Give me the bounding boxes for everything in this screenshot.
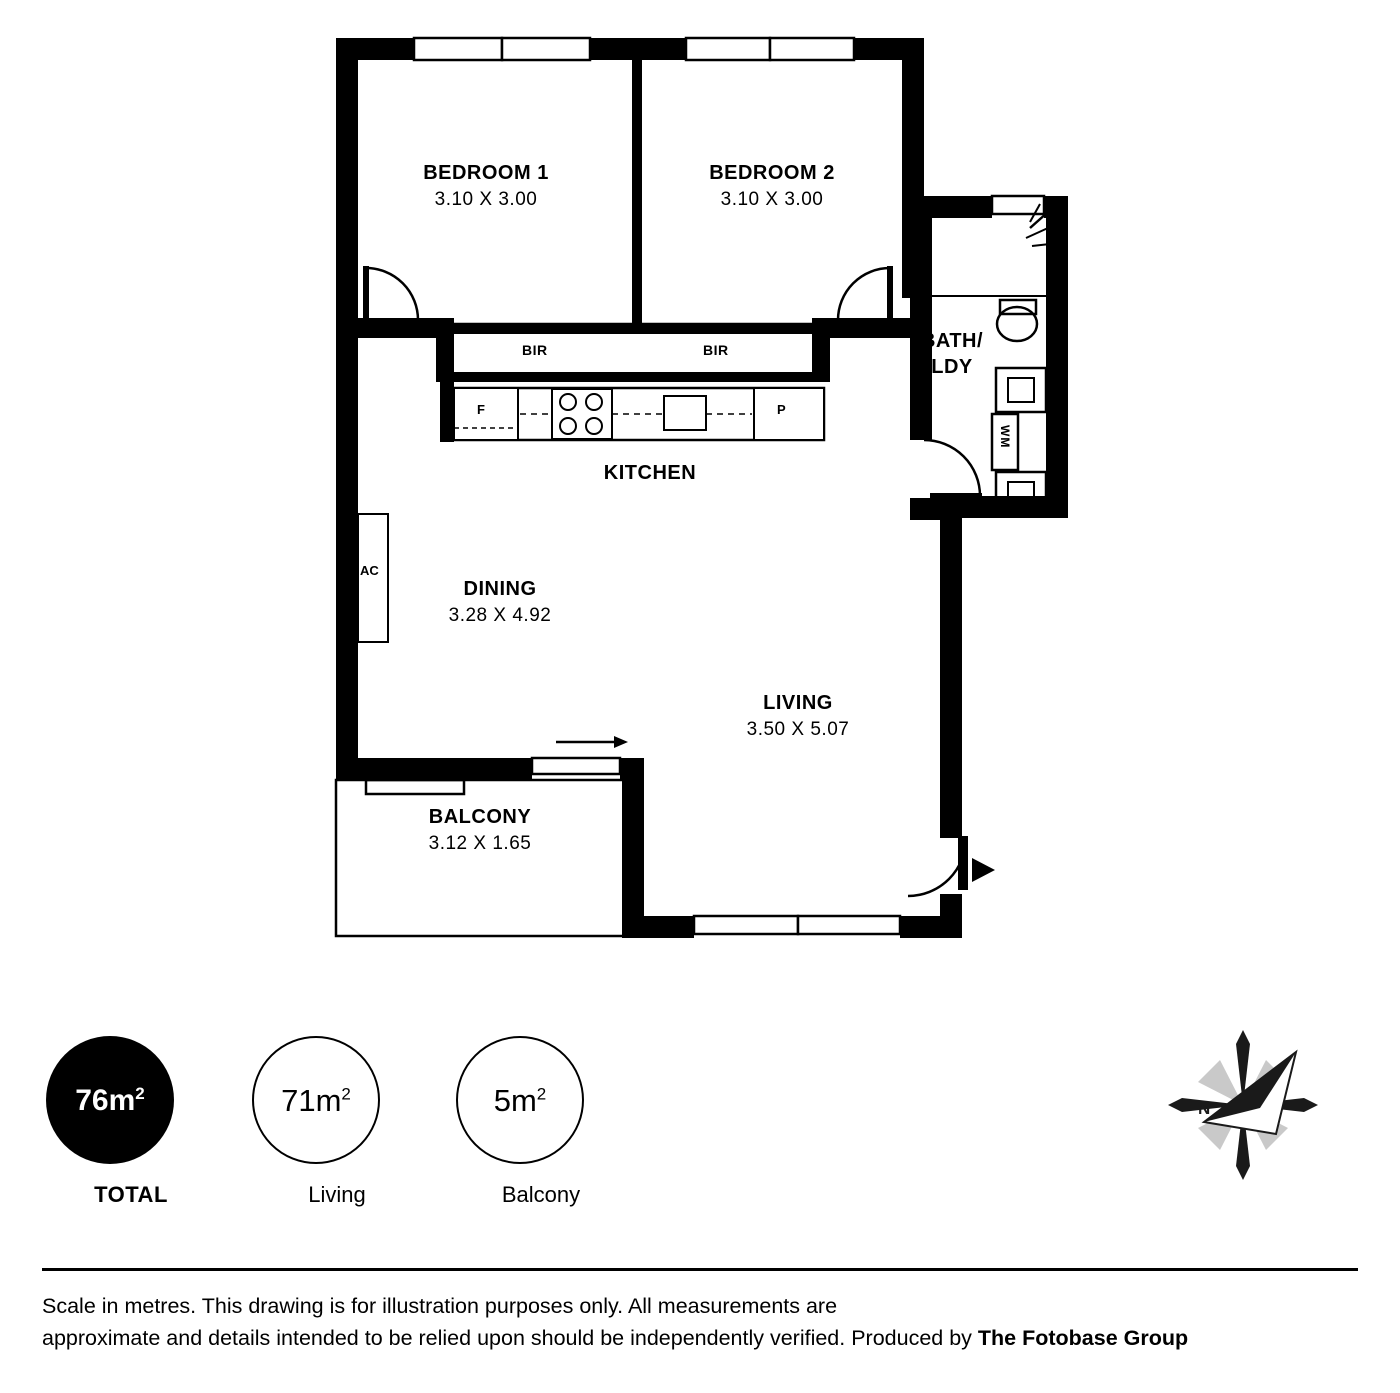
room-label-living — [688, 690, 908, 743]
brand-name: The Fotobase Group — [977, 1326, 1189, 1351]
room-label-bath-ldy — [906, 328, 998, 380]
disclaimer-line-2 — [42, 1322, 1372, 1354]
area-item-balcony — [456, 1036, 626, 1208]
compass-rose-icon — [1168, 1030, 1318, 1180]
area-caption-living: Living — [308, 1182, 366, 1207]
room-dims: 3.28 X 4.92 — [448, 605, 552, 626]
area-item-total — [46, 1036, 216, 1208]
bath-label-line-1: BATH/ — [920, 330, 984, 352]
label-pantry: P — [777, 402, 786, 417]
area-caption-total: TOTAL — [94, 1182, 168, 1207]
room-label-dining — [390, 576, 610, 629]
room-name: BEDROOM 1 — [423, 162, 549, 184]
area-item-living — [252, 1036, 422, 1208]
room-label-bedroom-1 — [376, 160, 596, 213]
disclaimer-line-1: Scale in metres. This drawing is for illustration purposes only. All measurements are — [42, 1294, 838, 1318]
room-label-bedroom-2 — [662, 160, 882, 213]
room-dims: 3.50 X 5.07 — [746, 719, 850, 740]
area-value-living: $71m^2$ — [281, 1082, 351, 1118]
area-circle-balcony — [456, 1036, 584, 1164]
label-fridge: F — [477, 402, 485, 417]
room-name: BEDROOM 2 — [709, 162, 835, 184]
room-name: KITCHEN — [603, 462, 697, 484]
label-bir-right: BIR — [703, 342, 729, 358]
room-label-balcony — [370, 804, 590, 857]
room-label-kitchen — [540, 460, 760, 487]
room-dims: 3.10 X 3.00 — [720, 189, 824, 210]
area-circle-living — [252, 1036, 380, 1164]
room-dims: 3.10 X 3.00 — [434, 189, 538, 210]
room-name: DINING — [463, 578, 537, 600]
label-washing-machine: WM — [998, 425, 1012, 449]
label-air-con: AC — [360, 563, 379, 578]
area-value-total: $76m^2$ — [75, 1083, 145, 1117]
area-value-balcony: $5m^2$ — [493, 1082, 547, 1118]
footer-divider — [42, 1268, 1358, 1271]
kitchen-fixtures-group — [440, 372, 824, 442]
living-fixtures-group — [358, 514, 628, 748]
disclaimer-line-2-text: approximate and details intended to be relied upon should be independently verified. Produced by — [42, 1326, 978, 1351]
compass-north-letter: N — [1198, 1099, 1211, 1118]
room-dims: 3.12 X 1.65 — [428, 833, 532, 854]
area-caption-balcony: Balcony — [501, 1182, 581, 1207]
area-circle-total — [46, 1036, 174, 1164]
label-bir-left: BIR — [522, 342, 548, 358]
bath-label-line-2: LDY — [931, 356, 973, 378]
room-name: BALCONY — [428, 806, 532, 828]
room-name: LIVING — [763, 692, 833, 714]
disclaimer-text — [42, 1290, 1372, 1355]
